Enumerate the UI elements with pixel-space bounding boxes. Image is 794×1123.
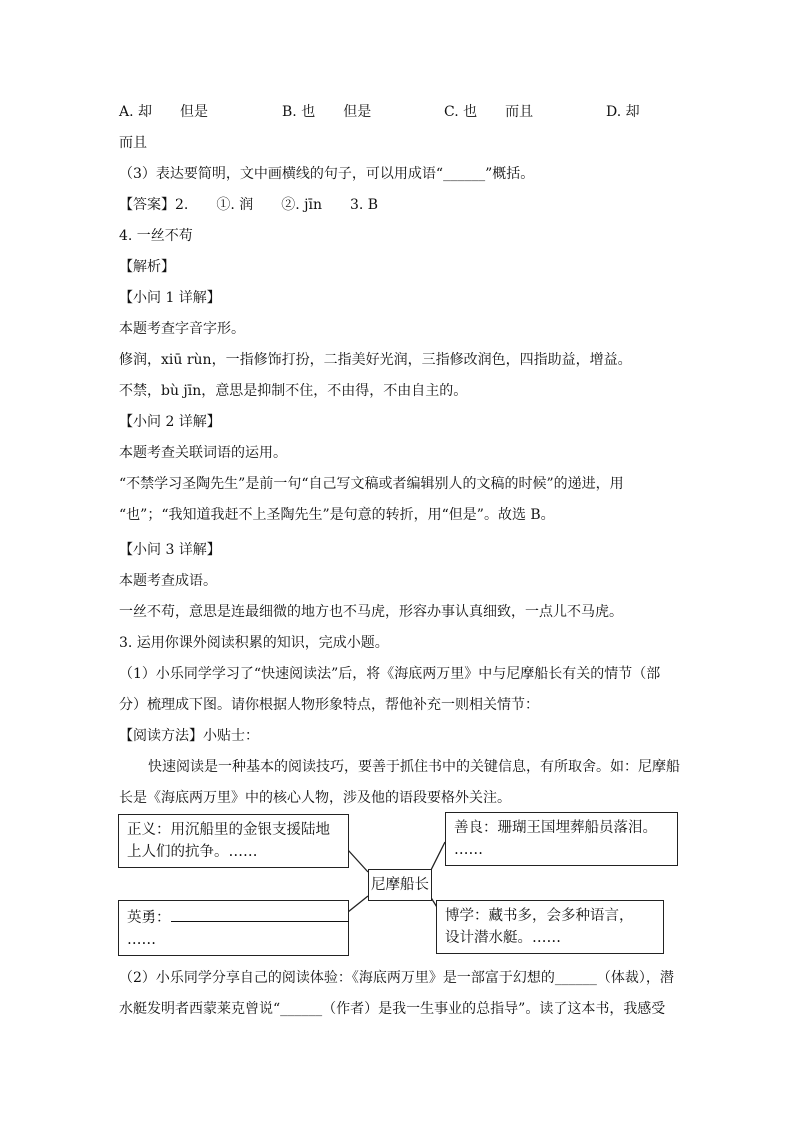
answer-line: 【答案】2. ①. 润 ②. jīn 3. B — [119, 197, 379, 213]
sub-question-1-text: 修润，xiū rùn，一指修饰打扮，二指美好光润，三指修改润色，四指助益，增益。 — [119, 352, 632, 368]
question-3-heading: 3. 运用你课外阅读积累的知识，完成小题。 — [119, 635, 389, 651]
analysis-label: 【解析】 — [119, 259, 175, 275]
option-d: D. 却 — [606, 104, 640, 120]
trait-kindness-text: 善良：珊瑚王国埋葬船员落泪。 — [454, 820, 657, 836]
reading-tip-label: 【阅读方法】小贴士： — [119, 728, 259, 744]
bravery-answer-blank — [171, 905, 349, 922]
option-d-continuation: 而且 — [119, 135, 147, 151]
question-3-2-text: 水艇发明者西蒙莱克曾说“______（作者）是我一生事业的总指导”。读了这本书，我感受 — [119, 1001, 666, 1017]
sub-question-2-text: “也”；“我知道我赶不上圣陶先生”是句意的转折，用“但是”。故选 B。 — [119, 507, 555, 523]
option-b: B. 也 但是 — [282, 104, 372, 120]
option-c: C. 也 而且 — [444, 104, 534, 120]
question-3-1-text: （1）小乐同学学习了“快速阅读法”后，将《海底两万里》中与尼摩船长有关的情节（部 — [119, 666, 661, 682]
trait-box-learning — [436, 900, 664, 954]
trait-box-kindness — [445, 812, 678, 866]
sub-question-1-label: 【小问 1 详解】 — [119, 290, 221, 306]
reading-tip-text: 长是《海底两万里》中的核心人物，涉及他的语段要格外关注。 — [119, 790, 511, 806]
question-3-2-text: （2）小乐同学分享自己的阅读体验：《海底两万里》是一部富于幻想的______（体裁），潜 — [119, 970, 674, 986]
trait-learning-text: 博学：藏书多，会多种语言， — [445, 908, 634, 924]
trait-bravery-text: …… — [127, 932, 156, 948]
option-a: A. 却 但是 — [119, 104, 209, 120]
reading-tip-text: 快速阅读是一种基本的阅读技巧，要善于抓住书中的关键信息，有所取舍。如：尼摩船 — [148, 759, 680, 775]
trait-bravery-label: 英勇： — [127, 910, 171, 926]
sub-question-2-text: 本题考查关联词语的运用。 — [119, 445, 287, 461]
trait-kindness-text: …… — [454, 842, 483, 858]
trait-box-bravery — [118, 900, 349, 956]
sub-question-3-text: 本题考查成语。 — [119, 573, 217, 589]
trait-justice-text: 上人们的抗争。…… — [127, 844, 258, 860]
question-3-1-text: 分）梳理成下图。请你根据人物形象特点，帮他补充一则相关情节： — [119, 697, 539, 713]
sub-question-2-text: “不禁学习圣陶先生”是前一句“自己写文稿或者编辑别人的文稿的时候”的递进，用 — [119, 476, 624, 492]
trait-box-justice — [118, 814, 349, 868]
character-diagram — [118, 812, 678, 962]
sub-question-3-text: 一丝不苟，意思是连最细微的地方也不马虎，形容办事认真细致，一点儿不马虎。 — [119, 604, 623, 620]
sub-question-1-text: 不禁，bù jīn，意思是抑制不住，不由得，不由自主的。 — [119, 383, 468, 399]
sub-question-1-text: 本题考查字音字形。 — [119, 321, 245, 337]
question-3-line: （3）表达要简明，文中画横线的句子，可以用成语“______”概括。 — [119, 166, 535, 182]
center-character-name: 尼摩船长 — [368, 869, 432, 901]
sub-question-3-label: 【小问 3 详解】 — [119, 542, 221, 558]
item-4-answer: 4. 一丝不苟 — [119, 228, 193, 244]
trait-justice-text: 正义：用沉船里的金银支援陆地 — [127, 822, 330, 838]
trait-learning-text: 设计潜水艇。…… — [445, 930, 561, 946]
sub-question-2-label: 【小问 2 详解】 — [119, 414, 221, 430]
